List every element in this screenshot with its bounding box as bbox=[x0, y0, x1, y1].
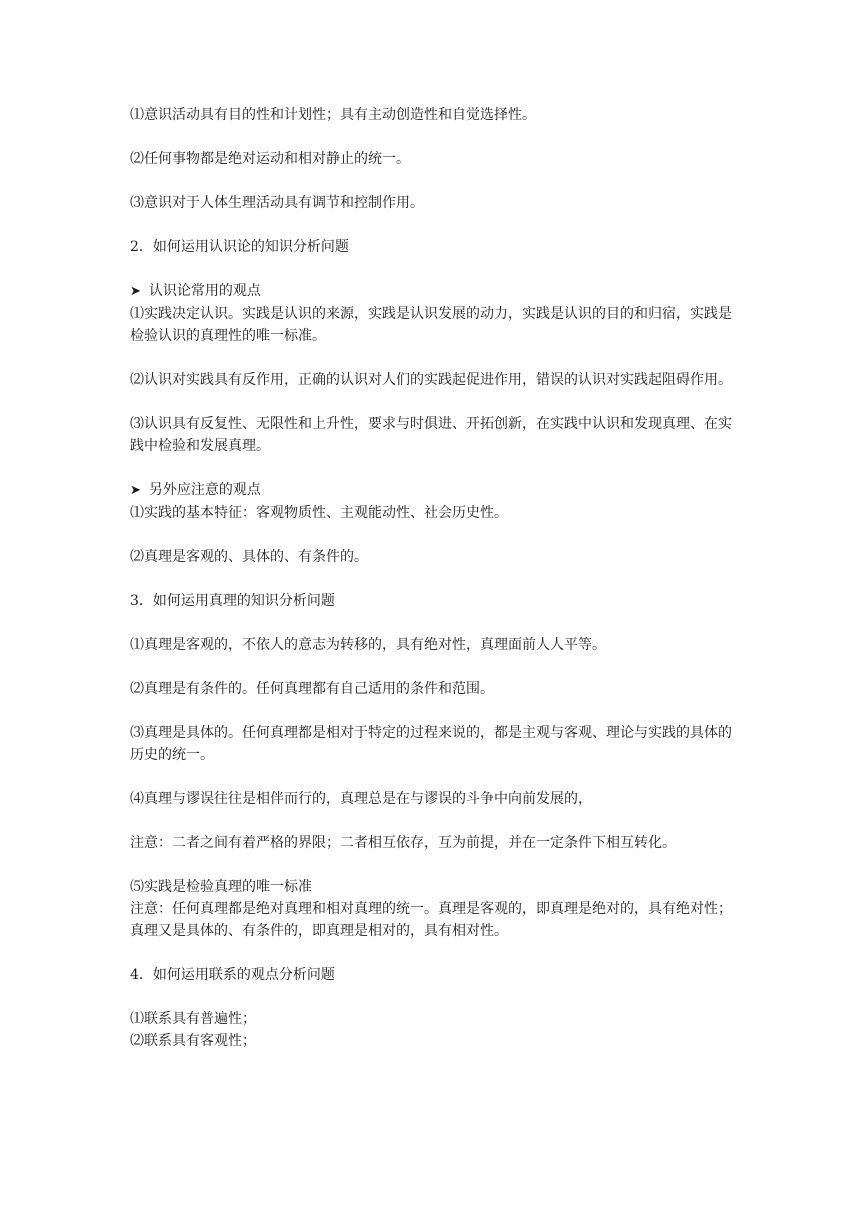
paragraph: ⑴真理是客观的，不依人的意志为转移的，具有绝对性，真理面前人人平等。 bbox=[130, 637, 606, 653]
note-paragraph: 注意：二者之间有着严格的界限；二者相互依存，互为前提，并在一定条件下相互转化。 bbox=[130, 835, 676, 851]
paragraph: ⑴实践的基本特征：客观物质性、主观能动性、社会历史性。 bbox=[130, 505, 508, 521]
paragraph: ⑵真理是客观的、具体的、有条件的。 bbox=[130, 549, 368, 565]
paragraph: ⑶真理是具体的。任何真理都是相对于特定的过程来说的，都是主观与客观、理论与实践的具体的历史的统一。 bbox=[130, 725, 732, 763]
note-paragraph: 注意：任何真理都是绝对真理和相对真理的统一。真理是客观的，即真理是绝对的，具有绝对性；真理又是具体的、有条件的，即真理是相对的，具有相对性。 bbox=[130, 901, 732, 939]
arrow-bullet-icon: ➤ bbox=[130, 284, 141, 299]
section-heading: 3．如何运用真理的知识分析问题 bbox=[130, 593, 335, 609]
paragraph: ⑵真理是有条件的。任何真理都有自己适用的条件和范围。 bbox=[130, 681, 494, 697]
bullet-label: 另外应注意的观点 bbox=[148, 482, 261, 498]
paragraph: ⑴联系具有普遍性； bbox=[130, 1011, 256, 1027]
section-heading: 2．如何运用认识论的知识分析问题 bbox=[130, 239, 349, 255]
document-body bbox=[130, 104, 732, 1052]
bullet-heading bbox=[130, 479, 732, 502]
bullet-heading bbox=[130, 280, 732, 303]
paragraph: ⑸实践是检验真理的唯一标准 bbox=[130, 879, 312, 895]
paragraph: ⑷真理与谬误往往是相伴而行的，真理总是在与谬误的斗争中向前发展的， bbox=[130, 791, 592, 807]
bullet-label: 认识论常用的观点 bbox=[148, 283, 261, 299]
paragraph: ⑶意识对于人体生理活动具有调节和控制作用。 bbox=[130, 195, 424, 211]
arrow-bullet-icon: ➤ bbox=[130, 483, 141, 498]
paragraph: ⑵任何事物都是绝对运动和相对静止的统一。 bbox=[130, 151, 410, 167]
paragraph: ⑴意识活动具有目的性和计划性；具有主动创造性和自觉选择性。 bbox=[130, 107, 536, 123]
section-heading: 4．如何运用联系的观点分析问题 bbox=[130, 967, 335, 983]
paragraph: ⑵认识对实践具有反作用，正确的认识对人们的实践起促进作用，错误的认识对实践起阻碍作用。 bbox=[130, 372, 732, 388]
paragraph: ⑶认识具有反复性、无限性和上升性，要求与时俱进、开拓创新，在实践中认识和发现真理、在实践中检验和发展真理。 bbox=[130, 416, 732, 454]
paragraph: ⑵联系具有客观性； bbox=[130, 1033, 256, 1049]
paragraph: ⑴实践决定认识。实践是认识的来源，实践是认识发展的动力，实践是认识的目的和归宿，实践是检验认识的真理性的唯一标准。 bbox=[130, 306, 732, 344]
